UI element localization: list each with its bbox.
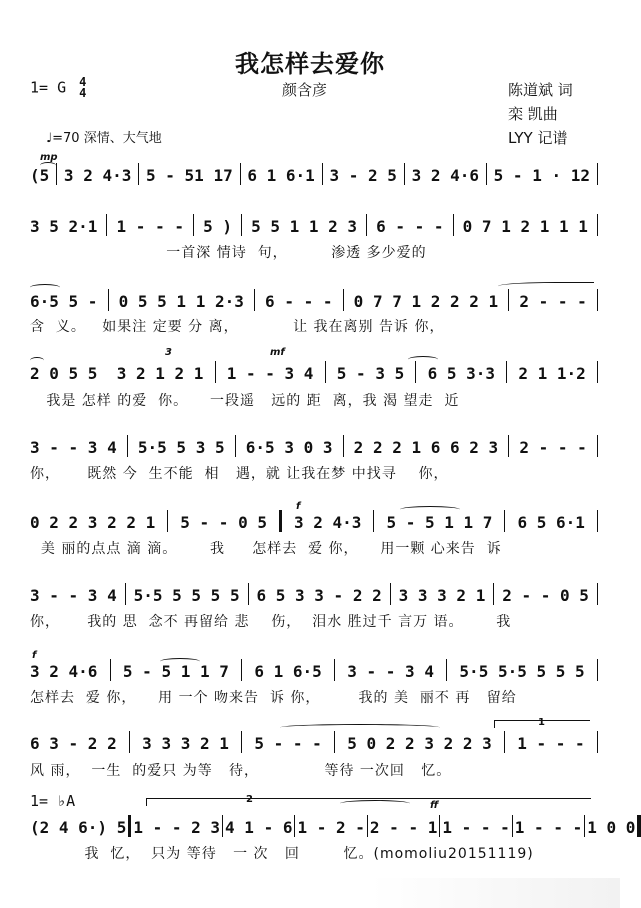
measure: 2 - - 0 5 xyxy=(502,586,589,605)
measure: 6 - - - xyxy=(265,292,333,311)
repeat-start-barline xyxy=(279,510,282,532)
measure: 3 3 3 2 1 xyxy=(142,734,229,753)
volta-2-bracket xyxy=(146,798,591,799)
measure: 3 - 2 5 xyxy=(329,166,397,185)
barline xyxy=(334,731,335,753)
barline xyxy=(215,361,216,383)
volta-1-bracket xyxy=(494,720,590,721)
lyrics-line-8: 怎样去 爱 你， 用 一个 吻来告 诉 你， 我的 美 丽不 再 留给 xyxy=(30,690,517,706)
measure: 1 0 0 xyxy=(587,818,636,837)
barline xyxy=(453,214,454,236)
measure: 2 0 5 5 3 2 1 2 1 xyxy=(30,364,204,383)
measure: 3 2 4·3 xyxy=(294,513,362,532)
dynamic-mp: mp xyxy=(40,152,58,163)
measure: 6 1 6·5 xyxy=(254,662,322,681)
notation-line-8 xyxy=(30,659,600,681)
measure: 1 - - - xyxy=(442,818,510,837)
lyrics-line-10: 我 忆， 只为 等待 一 次 回 忆。(momoliu20151119) xyxy=(30,846,534,862)
key-signature xyxy=(30,77,86,99)
measure: 1 - - - xyxy=(116,217,184,236)
measure: 5·5 5 3 5 xyxy=(137,438,225,457)
barline xyxy=(506,361,507,383)
barline xyxy=(597,583,598,605)
barline xyxy=(235,435,236,457)
measure: 6·5 3 0 3 xyxy=(245,438,333,457)
volta-2-tick xyxy=(146,798,147,806)
barline xyxy=(343,435,344,457)
barline xyxy=(584,815,585,837)
measure: 6 5 3 3 - 2 2 xyxy=(256,586,382,605)
barline xyxy=(56,163,57,185)
barline xyxy=(193,214,194,236)
barline xyxy=(241,659,242,681)
measure: 5 - 1 · 12 xyxy=(493,166,590,185)
lyrics-line-9: 风 雨， 一生 的爱只 为等 待， 等待 一次回 忆。 xyxy=(30,763,452,779)
measure: 6 - - - xyxy=(376,217,444,236)
measure: 5 - 5 1 1 7 xyxy=(122,662,229,681)
notation-line-6 xyxy=(30,510,600,532)
key-change: 1= ♭A xyxy=(30,792,76,810)
measure: 3 2 4·6 xyxy=(30,662,98,681)
barline xyxy=(493,583,494,605)
barline xyxy=(597,163,598,185)
notation-line-5 xyxy=(30,435,600,457)
barline xyxy=(390,583,391,605)
lyrics-line-2: 一首深 情诗 句， 渗透 多少爱的 xyxy=(30,245,427,261)
barline xyxy=(127,435,128,457)
barline xyxy=(138,163,139,185)
measure: 3 2 4·3 xyxy=(63,166,132,185)
measure: 1 - - - xyxy=(517,734,585,753)
measure: 2 1 1·2 xyxy=(518,364,586,383)
measure: 4 1 - 6 xyxy=(225,818,293,837)
measure: 2 2 2 1 6 6 2 3 xyxy=(353,438,499,457)
barline xyxy=(110,659,111,681)
time-bottom: 4 xyxy=(79,86,87,100)
measure: (2 4 6·) 5 xyxy=(30,818,127,837)
measure: 5 5 1 1 2 3 xyxy=(251,217,358,236)
barline xyxy=(343,289,344,311)
measure: 3 - - 3 4 xyxy=(347,662,434,681)
barline xyxy=(222,815,223,837)
barline xyxy=(486,163,487,185)
barline xyxy=(125,583,126,605)
notation-line-10 xyxy=(30,815,636,837)
lyrics-line-4: 我是 怎样 的爱 你。 一段遥 远的 距 离，我 渴 望走 近 xyxy=(30,393,460,409)
repeat-end-barline xyxy=(128,815,131,837)
measure: 5 ) xyxy=(203,217,232,236)
measure: 6 5 6·1 xyxy=(517,513,585,532)
measure: 3 3 3 2 1 xyxy=(398,586,486,605)
slur xyxy=(340,800,410,807)
measure: 3 - - 3 4 xyxy=(30,438,117,457)
time-signature xyxy=(79,77,86,99)
notation-line-3 xyxy=(30,289,600,311)
barline xyxy=(597,361,598,383)
barline xyxy=(294,815,295,837)
time-top: 4 xyxy=(79,75,87,89)
dynamic-f-2: f xyxy=(32,650,37,661)
barline xyxy=(597,659,598,681)
barline xyxy=(129,731,130,753)
barline xyxy=(508,435,509,457)
quarter-note-icon: ♩ xyxy=(46,131,53,146)
barline xyxy=(504,510,505,532)
measure: 2 - - - xyxy=(519,438,587,457)
measure: 6·5 5 - xyxy=(30,292,98,311)
measure: 0 5 5 1 1 2·3 xyxy=(118,292,244,311)
measure: 0 2 2 3 2 2 1 xyxy=(30,513,156,532)
key-label: 1= G xyxy=(30,78,67,97)
dynamic-f-1: f xyxy=(296,501,301,512)
barline xyxy=(597,214,598,236)
composer-credit: 栾 凯曲 xyxy=(508,105,558,123)
barline xyxy=(322,163,323,185)
transcriber-credit: LYY 记谱 xyxy=(508,129,568,147)
measure: 2 - - - xyxy=(519,292,587,311)
barline xyxy=(597,731,598,753)
barline xyxy=(504,731,505,753)
tempo-marking xyxy=(46,127,162,146)
barline xyxy=(325,361,326,383)
barline xyxy=(334,659,335,681)
barline xyxy=(415,361,416,383)
measure: 5 0 2 2 3 2 2 3 xyxy=(347,734,492,753)
triplet-mark: 3 xyxy=(165,347,172,358)
slur xyxy=(280,724,440,731)
measure: 5·5 5·5 5 5 5 xyxy=(459,662,585,681)
measure: 5 - 51 17 xyxy=(146,166,233,185)
measure: 0 7 1 2 1 1 1 xyxy=(462,217,588,236)
tempo-text: =70 深情、大气地 xyxy=(52,131,162,146)
song-title: 我怎样去爱你 xyxy=(235,50,385,78)
measure: 0 7 7 1 2 2 2 1 xyxy=(353,292,499,311)
barline xyxy=(512,815,513,837)
measure: 6 3 - 2 2 xyxy=(30,734,117,753)
dynamic-ff: ff xyxy=(430,800,439,811)
measure: 5 - 5 1 1 7 xyxy=(386,513,493,532)
measure: 5 - 3 5 xyxy=(336,364,405,383)
lyrics-line-6: 美 丽的点点 滴 滴。 我 怎样去 爱 你， 用一颗 心来告 诉 xyxy=(30,541,502,557)
measure: 1 - - - xyxy=(514,818,583,837)
measure: 5 - - - xyxy=(254,734,322,753)
measure: (5 xyxy=(30,166,50,185)
barline xyxy=(373,510,374,532)
measure: 5 - - 0 5 xyxy=(180,513,267,532)
notation-line-9 xyxy=(30,731,600,753)
tie xyxy=(498,282,594,289)
measure: 1 - - 3 4 xyxy=(226,364,314,383)
barline xyxy=(446,659,447,681)
measure: 2 - - 1 xyxy=(369,818,438,837)
barline xyxy=(597,435,598,457)
watermark-fade xyxy=(370,878,620,908)
barline xyxy=(241,214,242,236)
final-barline xyxy=(637,815,641,837)
volta-1-label: 1 xyxy=(538,717,545,728)
barline xyxy=(248,583,249,605)
barline xyxy=(597,289,598,311)
measure: 3 5 2·1 xyxy=(30,217,98,236)
barline xyxy=(508,289,509,311)
measure: 6 1 6·1 xyxy=(247,166,315,185)
dynamic-mf: mf xyxy=(270,347,285,358)
barline xyxy=(106,214,107,236)
measure: 3 2 4·6 xyxy=(411,166,479,185)
lyrics-line-7: 你， 我的 思 念不 再留给 悲 伤， 泪水 胜过千 言万 语。 我 xyxy=(30,614,512,630)
notation-line-2 xyxy=(30,214,600,236)
barline xyxy=(167,510,168,532)
lyrics-line-3: 含 义。 如果注 定要 分 离， 让 我在离别 告诉 你， xyxy=(30,319,445,335)
barline xyxy=(241,731,242,753)
notation-line-7 xyxy=(30,583,600,605)
measure: 1 - - 2 3 xyxy=(133,818,221,837)
measure: 3 - - 3 4 xyxy=(30,586,117,605)
barline xyxy=(108,289,109,311)
notation-line-1 xyxy=(30,163,600,185)
barline xyxy=(254,289,255,311)
barline xyxy=(404,163,405,185)
volta-1-tick xyxy=(494,720,495,728)
barline xyxy=(367,815,368,837)
barline xyxy=(240,163,241,185)
lyricist-credit: 陈道斌 词 xyxy=(508,81,573,99)
barline xyxy=(366,214,367,236)
measure: 6 5 3·3 xyxy=(427,364,495,383)
volta-2-label: 2 xyxy=(246,794,253,805)
notation-line-4 xyxy=(30,361,600,383)
barline xyxy=(439,815,440,837)
lyrics-line-5: 你， 既然 今 生不能 相 遇，就 让我在梦 中找寻 你， xyxy=(30,466,449,482)
measure: 5·5 5 5 5 5 xyxy=(133,586,240,605)
barline xyxy=(597,510,598,532)
singer: 颜含彦 xyxy=(282,81,328,99)
measure: 1 - 2 - xyxy=(297,818,365,837)
